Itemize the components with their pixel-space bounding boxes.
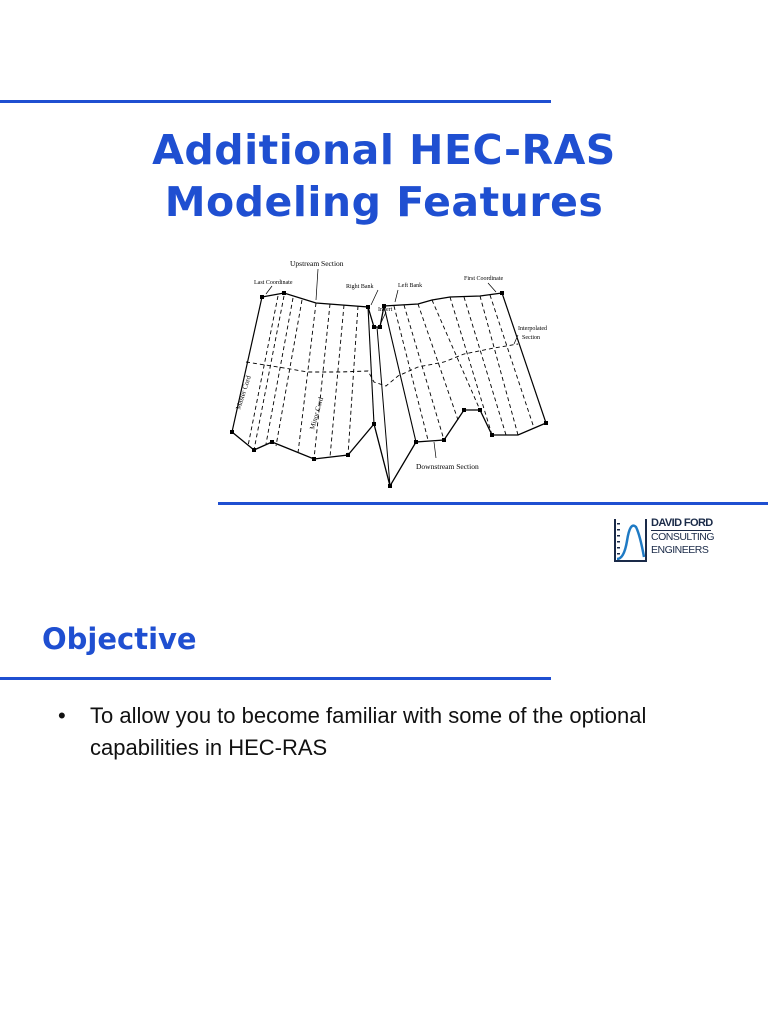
coordinate-points — [230, 291, 548, 488]
section-divider — [0, 677, 551, 680]
label-left-bank: Left Bank — [398, 283, 423, 289]
logo-brand: DAVID FORD — [651, 517, 713, 529]
list-item — [58, 700, 678, 764]
page-title-line-2: Modeling Features — [164, 178, 604, 226]
label-downstream-section: Downstream Section — [416, 462, 479, 471]
label-last-coordinate: Last Coordinate — [254, 280, 293, 286]
middle-divider — [218, 502, 768, 505]
company-logo — [614, 517, 720, 563]
bullet-list — [58, 700, 678, 764]
cross-section-diagram — [218, 250, 578, 495]
page-title — [0, 124, 768, 228]
section-heading: Objective — [42, 622, 197, 656]
label-interpolated-section: Section — [522, 335, 540, 341]
right-edge-line — [502, 293, 546, 423]
cross-section-lines — [232, 293, 546, 486]
label-upstream-section: Upstream Section — [290, 259, 344, 268]
top-divider — [0, 100, 551, 103]
logo-line-2: ENGINEERS — [651, 544, 709, 556]
label-first-coordinate: First Coordinate — [464, 276, 504, 282]
label-right-bank: Right Bank — [346, 284, 374, 290]
logo-mark-icon — [614, 517, 648, 563]
logo-line-1: CONSULTING — [651, 531, 715, 543]
list-item-text: To allow you to become familiar with some of the optional capabilities in HEC-RAS — [90, 703, 647, 760]
label-interpolated: Interpolated — [518, 326, 547, 332]
bullet-symbol: • — [58, 703, 66, 728]
left-edge-line — [232, 297, 262, 432]
label-master-cord: Master Cord — [234, 374, 253, 411]
label-invert: Invert — [378, 307, 393, 313]
page-title-line-1: Additional HEC-RAS — [152, 126, 616, 174]
label-minor-cord: Minor Cord — [308, 396, 326, 431]
